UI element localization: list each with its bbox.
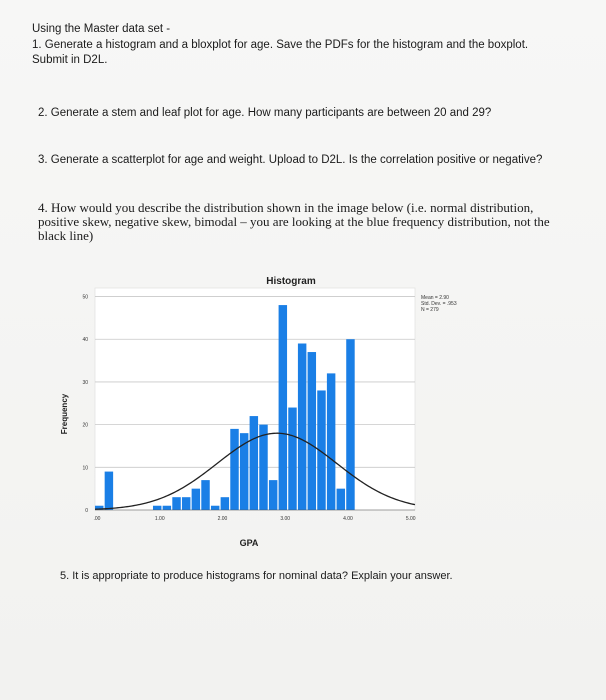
question-2: [38, 106, 558, 121]
x-tick-label: 2.00: [217, 516, 228, 522]
histogram-bar: [230, 429, 238, 510]
histogram-bar: [269, 480, 277, 510]
question-1-number: 1.: [32, 39, 42, 51]
histogram-bar: [182, 497, 190, 510]
histogram-bar: [259, 425, 267, 510]
histogram-bar: [172, 497, 180, 510]
histogram-bar: [308, 352, 316, 510]
question-4-number: 4.: [38, 200, 48, 215]
x-tick-label: 1.00: [154, 516, 165, 522]
y-tick-label: 20: [82, 422, 88, 429]
histogram-bar: [221, 497, 229, 510]
histogram-bar: [163, 506, 171, 510]
question-1: [32, 38, 532, 68]
question-5-text: It is appropriate to produce histograms for nominal data? Explain your answer.: [72, 570, 453, 582]
y-tick-label: 10: [82, 465, 88, 472]
histogram-bar: [327, 373, 335, 510]
y-axis-label: Frequency: [60, 393, 69, 435]
y-tick-label: 0: [85, 508, 88, 514]
x-tick-label: 5.00: [405, 516, 416, 522]
histogram-bar: [105, 472, 113, 510]
histogram-bar: [250, 416, 258, 510]
question-5: [60, 569, 580, 584]
chart-title: Histogram: [266, 276, 316, 287]
histogram-bar: [192, 489, 200, 510]
legend-std-dev: Std. Dev. = .953: [421, 301, 457, 307]
y-tick-label: 50: [82, 294, 88, 301]
question-3-number: 3.: [38, 154, 48, 166]
histogram-bar: [288, 408, 296, 510]
legend-mean: Mean = 2.90: [421, 295, 449, 301]
x-tick-label: .00: [93, 516, 101, 522]
histogram-bar: [298, 344, 306, 511]
histogram-chart: [55, 266, 505, 556]
histogram-bar: [346, 339, 354, 510]
histogram-bar: [201, 480, 209, 510]
legend-n: N = 279: [421, 307, 439, 313]
question-3: [38, 153, 578, 168]
question-2-text: Generate a stem and leaf plot for age. How many participants are between 20 and 29?: [50, 107, 492, 119]
y-tick-label: 30: [82, 379, 88, 386]
histogram-bar: [153, 506, 161, 510]
x-tick-label: 3.00: [280, 516, 291, 522]
histogram-bar: [211, 506, 219, 510]
histogram-bar: [337, 489, 345, 510]
histogram-bar: [279, 305, 287, 510]
x-tick-label: 4.00: [343, 516, 353, 522]
question-2-number: 2.: [38, 107, 48, 119]
question-3-text: Generate a scatterplot for age and weight. Upload to D2L. Is the correlation positive or negative?: [50, 154, 543, 166]
intro-text: Using the Master data set -: [32, 23, 171, 35]
question-4-text: How would you describe the distribution shown in the image below (i.e. normal distribution, positive skew, negative skew, bimodal – you are looking at the blue frequency distribution, not the black line): [38, 200, 550, 243]
x-axis-label: GPA: [239, 538, 259, 548]
question-4: [38, 201, 558, 243]
histogram-figure: [55, 266, 505, 556]
question-1-text: Generate a histogram and a bloxplot for age. Save the PDFs for the histogram and the boxplot. Submit in D2L.: [32, 39, 529, 66]
y-tick-label: 40: [82, 337, 88, 344]
question-5-number: 5.: [60, 570, 70, 582]
